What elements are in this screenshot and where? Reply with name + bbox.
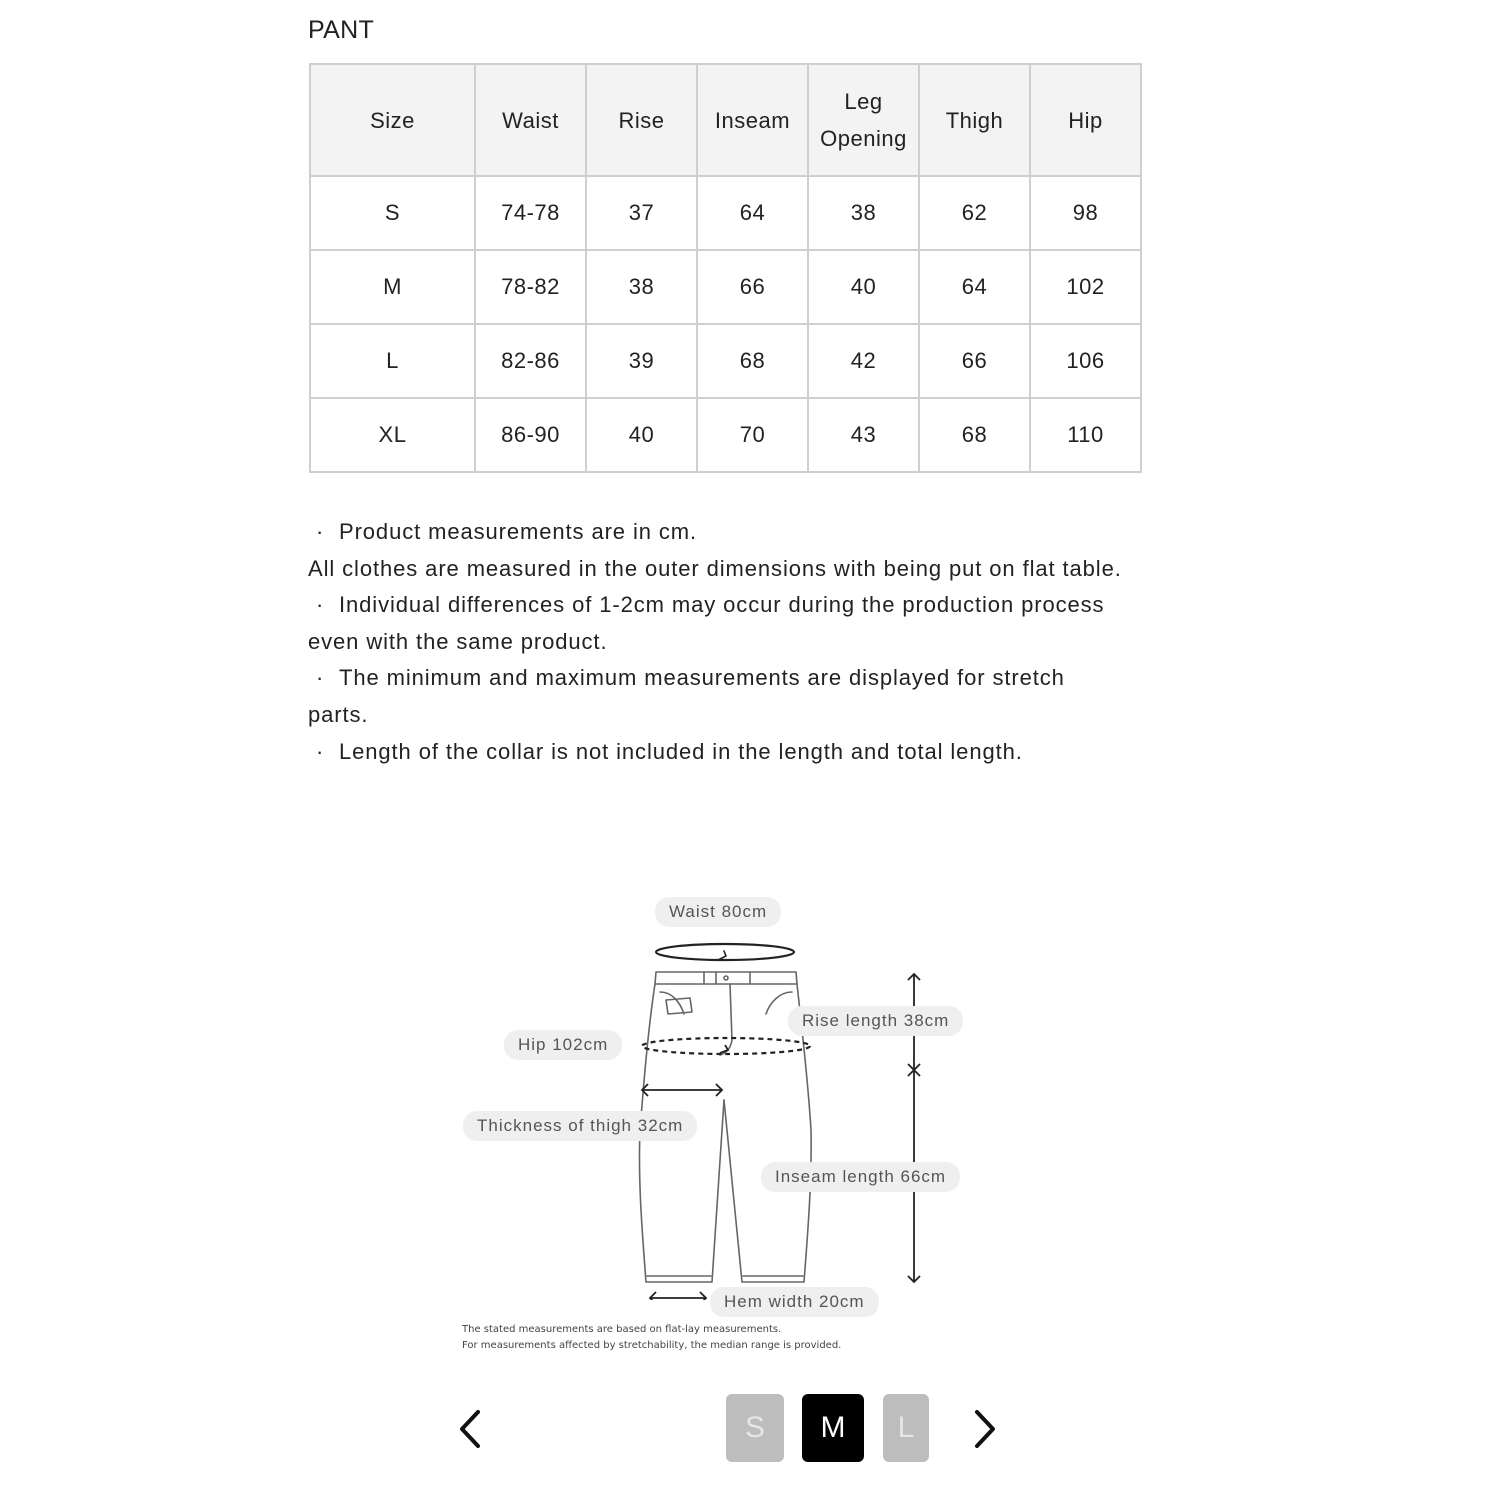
cell-leg-opening: 43 bbox=[808, 398, 919, 472]
size-button-l[interactable]: L bbox=[883, 1394, 929, 1462]
header-leg-opening-line2: Opening bbox=[820, 126, 907, 151]
header-thigh: Thigh bbox=[919, 64, 1030, 176]
cell-hip: 106 bbox=[1030, 324, 1141, 398]
disclaimer-line-1: The stated measurements are based on flat-lay measurements. bbox=[462, 1324, 782, 1335]
bullet: · bbox=[316, 738, 325, 764]
cell-waist: 86-90 bbox=[475, 398, 586, 472]
next-arrow-icon[interactable] bbox=[965, 1404, 1005, 1454]
cell-size: M bbox=[310, 250, 475, 324]
cell-hip: 110 bbox=[1030, 398, 1141, 472]
note-4-text: Length of the collar is not included in the length and total length. bbox=[339, 738, 1023, 764]
table-row bbox=[310, 324, 1141, 398]
table-row bbox=[310, 250, 1141, 324]
cell-waist: 74-78 bbox=[475, 176, 586, 250]
hip-label: Hip 102cm bbox=[504, 1030, 622, 1060]
rise-length-label: Rise length 38cm bbox=[788, 1006, 963, 1036]
note-1-text: Product measurements are in cm. bbox=[339, 519, 698, 544]
header-rise: Rise bbox=[586, 64, 697, 176]
cell-thigh: 66 bbox=[919, 324, 1030, 398]
hem-width-label: Hem width 20cm bbox=[710, 1287, 879, 1317]
cell-hip: 102 bbox=[1030, 250, 1141, 324]
waist-label: Waist 80cm bbox=[655, 897, 781, 927]
header-inseam: Inseam bbox=[697, 64, 808, 176]
size-pager bbox=[0, 1390, 1500, 1470]
cell-inseam: 64 bbox=[697, 176, 808, 250]
size-button-m[interactable]: M bbox=[802, 1394, 864, 1462]
disclaimer-line-2: For measurements affected by stretchability, the median range is provided. bbox=[462, 1340, 842, 1351]
size-button-s[interactable]: S bbox=[726, 1394, 784, 1462]
cell-leg-opening: 40 bbox=[808, 250, 919, 324]
cell-rise: 39 bbox=[586, 324, 697, 398]
note-2-text: Individual differences of 1-2cm may occur during the production process even with the same product. bbox=[308, 592, 1105, 654]
cell-thigh: 68 bbox=[919, 398, 1030, 472]
pants-measurement-diagram bbox=[440, 880, 1020, 1311]
cell-rise: 37 bbox=[586, 176, 697, 250]
cell-size: L bbox=[310, 324, 475, 398]
table-header-row bbox=[310, 64, 1141, 176]
cell-leg-opening: 42 bbox=[808, 324, 919, 398]
inseam-length-label: Inseam length 66cm bbox=[761, 1162, 960, 1192]
cell-thigh: 64 bbox=[919, 250, 1030, 324]
note-4 bbox=[308, 734, 1128, 771]
table-row bbox=[310, 398, 1141, 472]
header-size: Size bbox=[310, 64, 475, 176]
cell-rise: 38 bbox=[586, 250, 697, 324]
prev-arrow-icon[interactable] bbox=[452, 1404, 492, 1454]
note-1b: All clothes are measured in the outer dimensions with being put on flat table. bbox=[308, 555, 1122, 581]
cell-inseam: 68 bbox=[697, 324, 808, 398]
cell-size: S bbox=[310, 176, 475, 250]
cell-size: XL bbox=[310, 398, 475, 472]
note-2 bbox=[308, 587, 1128, 660]
cell-rise: 40 bbox=[586, 398, 697, 472]
thigh-label: Thickness of thigh 32cm bbox=[463, 1111, 697, 1141]
table-row bbox=[310, 176, 1141, 250]
cell-inseam: 70 bbox=[697, 398, 808, 472]
bullet: · bbox=[316, 519, 325, 544]
cell-hip: 98 bbox=[1030, 176, 1141, 250]
cell-thigh: 62 bbox=[919, 176, 1030, 250]
bullet: · bbox=[316, 592, 325, 618]
section-title: PANT bbox=[308, 16, 375, 44]
cell-inseam: 66 bbox=[697, 250, 808, 324]
header-hip: Hip bbox=[1030, 64, 1141, 176]
header-waist: Waist bbox=[475, 64, 586, 176]
measurement-notes bbox=[308, 514, 1128, 770]
cell-waist: 82-86 bbox=[475, 324, 586, 398]
header-leg-opening-line1: Leg bbox=[844, 89, 883, 114]
note-3-text: The minimum and maximum measurements are displayed for stretch parts. bbox=[308, 665, 1065, 727]
pants-illustration bbox=[440, 880, 1020, 1300]
cell-leg-opening: 38 bbox=[808, 176, 919, 250]
cell-waist: 78-82 bbox=[475, 250, 586, 324]
bullet: · bbox=[316, 665, 325, 691]
note-3 bbox=[308, 660, 1128, 733]
header-leg-opening bbox=[808, 64, 919, 176]
note-1 bbox=[308, 514, 1128, 551]
diagram-disclaimer bbox=[462, 1322, 841, 1354]
size-chart-table bbox=[309, 63, 1142, 473]
